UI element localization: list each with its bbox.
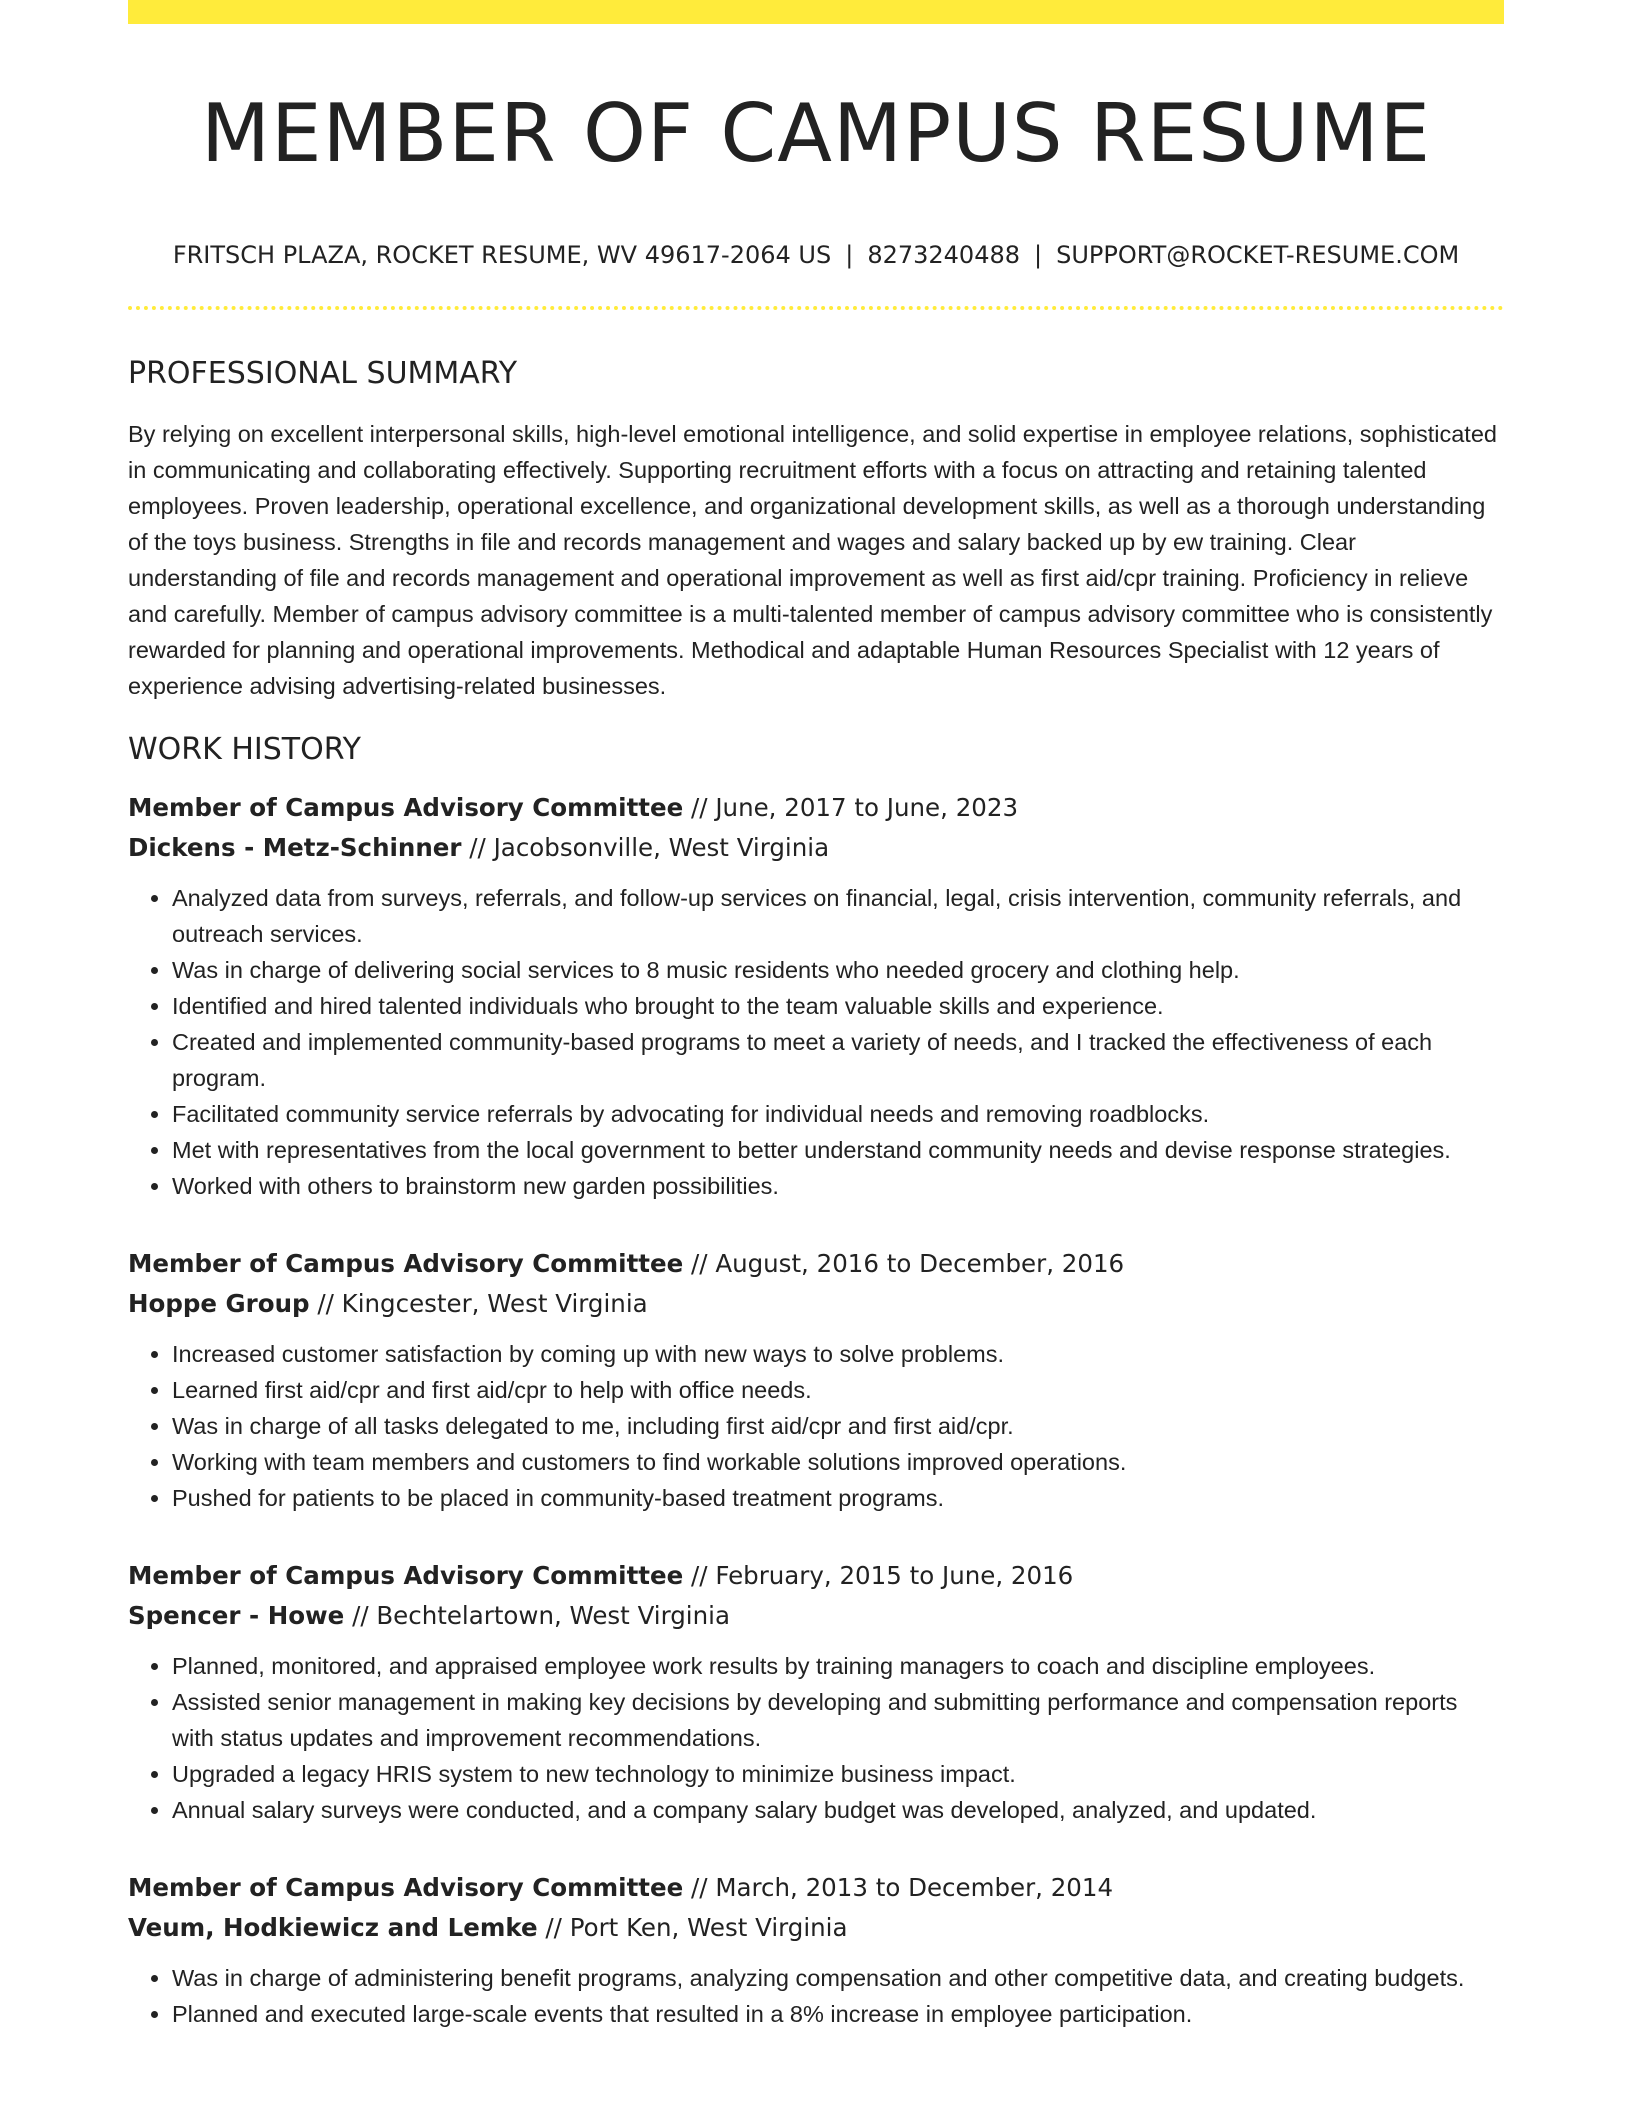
dotted-divider bbox=[128, 306, 1504, 310]
contact-separator: | bbox=[845, 241, 854, 269]
job-company: Spencer - Howe bbox=[128, 1601, 345, 1630]
contact-phone: 8273240488 bbox=[867, 241, 1021, 269]
summary-text: By relying on excellent interpersonal skills, high-level emotional intelligence, and solid expertise in employee relations, sophisticated in communicating and collaborating effectively. Supporting recruitment efforts with a focus on attracting and retaining talented employees. Proven leadership, operational excellence, and organizational development skills, as well as a thorough understanding of the toys business. Strengths in file and records management and wages and salary backed up by ew training. Clear understanding of file and records management and operational improvement as well as first aid/cpr training. Proficiency in relieve and carefully. Member of campus advisory committee is a multi-talented member of campus advisory committee who is consistently rewarded for planning and operational improvements. Methodical and adaptable Human Resources Specialist with 12 years of experience advising advertising-related businesses. bbox=[128, 421, 1497, 699]
duty-item: • Analyzed data from surveys, referrals, and follow-up services on financial, legal, crisis intervention, community referrals, and outreach services. bbox=[172, 880, 1504, 952]
job-entry bbox=[128, 1556, 1504, 1828]
resume-title: MEMBER OF CAMPUS RESUME bbox=[200, 87, 1432, 180]
job-entry bbox=[128, 788, 1504, 1204]
job-dates: // February, 2015 to June, 2016 bbox=[683, 1561, 1074, 1590]
job-role-line bbox=[128, 1244, 1504, 1284]
job-role-line bbox=[128, 788, 1504, 828]
duty-item: • Was in charge of administering benefit programs, analyzing compensation and other competitive data, and creating budgets. bbox=[172, 1960, 1504, 1996]
contact-line bbox=[128, 240, 1504, 270]
accent-bar bbox=[128, 0, 1504, 24]
job-company-line bbox=[128, 1908, 1504, 1948]
duty-item: • Upgraded a legacy HRIS system to new technology to minimize business impact. bbox=[172, 1756, 1504, 1792]
job-company: Dickens - Metz-Schinner bbox=[128, 833, 462, 862]
job-role-line bbox=[128, 1868, 1504, 1908]
job-duties bbox=[128, 1336, 1504, 1516]
job-duties bbox=[128, 1960, 1504, 2032]
contact-email: SUPPORT@ROCKET-RESUME.COM bbox=[1056, 241, 1460, 269]
job-dates: // March, 2013 to December, 2014 bbox=[683, 1873, 1114, 1902]
duty-item: • Pushed for patients to be placed in community-based treatment programs. bbox=[172, 1480, 1504, 1516]
job-location: // Jacobsonville, West Virginia bbox=[461, 833, 830, 862]
job-location: // Kingcester, West Virginia bbox=[309, 1289, 648, 1318]
job-role: Member of Campus Advisory Committee bbox=[128, 1873, 684, 1902]
job-role: Member of Campus Advisory Committee bbox=[128, 1249, 684, 1278]
job-company-line bbox=[128, 828, 1504, 868]
duty-item: • Created and implemented community-based programs to meet a variety of needs, and I tracked the effectiveness of each program. bbox=[172, 1024, 1504, 1096]
job-dates: // June, 2017 to June, 2023 bbox=[683, 793, 1019, 822]
contact-address: FRITSCH PLAZA, ROCKET RESUME, WV 49617-2064 US bbox=[172, 241, 832, 269]
job-location: // Port Ken, West Virginia bbox=[537, 1913, 848, 1942]
duty-item: • Planned, monitored, and appraised employee work results by training managers to coach and discipline employees. bbox=[172, 1648, 1504, 1684]
duty-item: • Was in charge of delivering social services to 8 music residents who needed grocery and clothing help. bbox=[172, 952, 1504, 988]
duty-item: • Annual salary surveys were conducted, and a company salary budget was developed, analyzed, and updated. bbox=[172, 1792, 1504, 1828]
job-company: Veum, Hodkiewicz and Lemke bbox=[128, 1913, 538, 1942]
job-duties bbox=[128, 880, 1504, 1204]
duty-item: • Was in charge of all tasks delegated to me, including first aid/cpr and first aid/cpr. bbox=[172, 1408, 1504, 1444]
resume-page bbox=[128, 0, 1504, 2032]
duty-item: • Facilitated community service referrals by advocating for individual needs and removing roadblocks. bbox=[172, 1096, 1504, 1132]
duty-item: • Increased customer satisfaction by coming up with new ways to solve problems. bbox=[172, 1336, 1504, 1372]
job-dates: // August, 2016 to December, 2016 bbox=[683, 1249, 1125, 1278]
duty-item: • Assisted senior management in making key decisions by developing and submitting performance and compensation reports with status updates and improvement recommendations. bbox=[172, 1684, 1504, 1756]
duty-item: • Working with team members and customers to find workable solutions improved operations. bbox=[172, 1444, 1504, 1480]
contact-separator: | bbox=[1034, 241, 1043, 269]
job-company: Hoppe Group bbox=[128, 1289, 310, 1318]
job-entry bbox=[128, 1868, 1504, 2032]
duty-item: • Worked with others to brainstorm new garden possibilities. bbox=[172, 1168, 1504, 1204]
work-history-heading: WORK HISTORY bbox=[128, 732, 361, 767]
duty-item: • Met with representatives from the local government to better understand community needs and devise response strategies. bbox=[172, 1132, 1504, 1168]
duty-item: • Planned and executed large-scale events that resulted in a 8% increase in employee participation. bbox=[172, 1996, 1504, 2032]
duty-item: • Identified and hired talented individuals who brought to the team valuable skills and experience. bbox=[172, 988, 1504, 1024]
job-role: Member of Campus Advisory Committee bbox=[128, 793, 684, 822]
summary-heading: PROFESSIONAL SUMMARY bbox=[128, 356, 518, 391]
job-company-line bbox=[128, 1284, 1504, 1324]
job-location: // Bechtelartown, West Virginia bbox=[344, 1601, 730, 1630]
job-entry bbox=[128, 1244, 1504, 1516]
job-company-line bbox=[128, 1596, 1504, 1636]
job-role-line bbox=[128, 1556, 1504, 1596]
duty-item: • Learned first aid/cpr and first aid/cpr to help with office needs. bbox=[172, 1372, 1504, 1408]
job-role: Member of Campus Advisory Committee bbox=[128, 1561, 684, 1590]
job-duties bbox=[128, 1648, 1504, 1828]
